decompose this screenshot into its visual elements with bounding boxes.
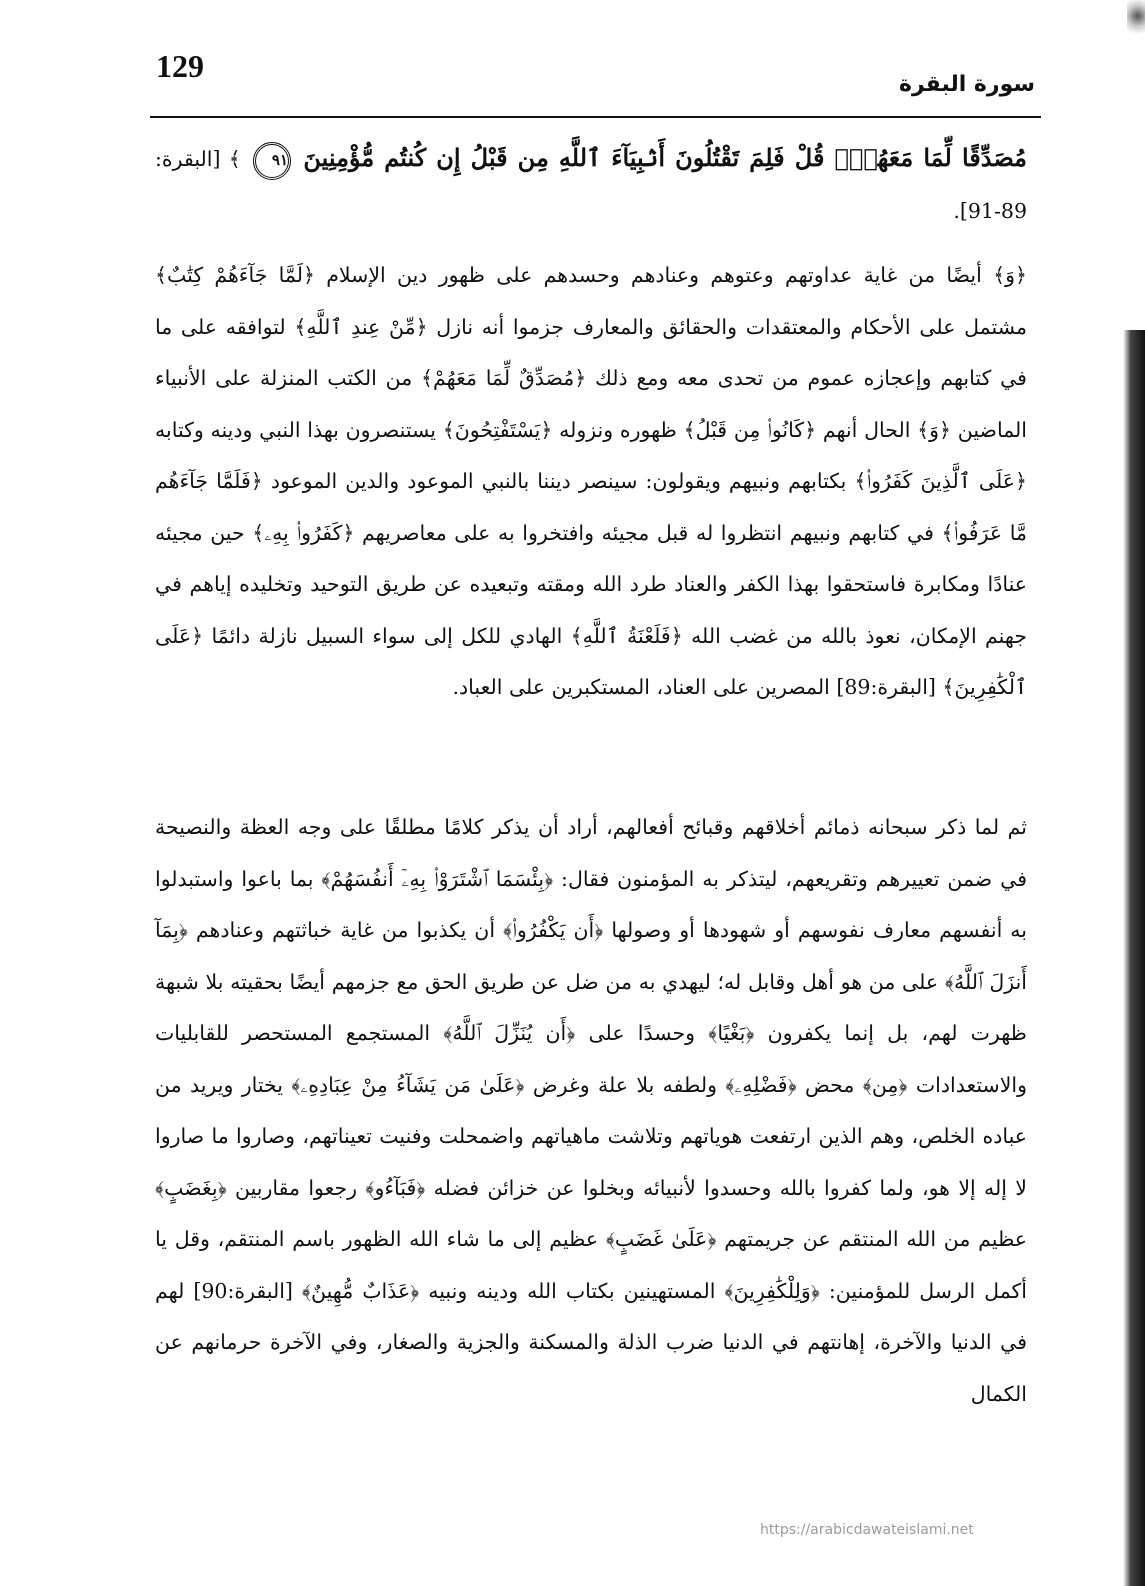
surah-title: سورة البقرة (898, 72, 1035, 97)
scan-edge-top (1127, 0, 1145, 40)
header-divider (150, 116, 1041, 118)
quran-verse-block (155, 132, 1027, 237)
scan-binding-shadow (1123, 330, 1145, 1586)
tafsir-paragraph-1: ﴿وَ﴾ أيضًا من غاية عداوتهم وعتوهم وعنادهم وحسدهم على ظهور دين الإسلام ﴿لَمَّا جَآءَهُمْ كِتَٰبٌ﴾ مشتمل على الأحكام والمعتقدات والحقائق والمعارف جزموا أنه نازل ﴿مِّنْ عِندِ ٱللَّهِ﴾ لتوافقه على ما في كتابهم وإعجازه عموم من تحدى معه ومع ذلك ﴿مُصَدِّقٌ لِّمَا مَعَهُمْ﴾ من الكتب المنزلة على الأنبياء الماضين ﴿وَ﴾ الحال أنهم ﴿كَانُوا۟ مِن قَبْلُ﴾ ظهوره ونزوله ﴿يَسْتَفْتِحُونَ﴾ يستنصرون بهذا النبي ودينه وكتابه ﴿عَلَى ٱلَّذِينَ كَفَرُوا۟﴾ بكتابهم ونبيهم ويقولون: سينصر ديننا بالنبي الموعود والدين الموعود ﴿فَلَمَّا جَآءَهُم مَّا عَرَفُوا۟﴾ في كتابهم ونبيهم انتظروا له قبل مجيئه وافتخروا به على معاصريهم ﴿كَفَرُوا۟ بِهِۦ﴾ حين مجيئه عنادًا ومكابرة فاستحقوا بهذا الكفر والعناد طرد الله ومقته وتبعيده عن طريق التوحيد وتخليده إياهم في جهنم الإمكان، نعوذ بالله من غضب الله ﴿فَلَعْنَةُ ٱللَّهِ﴾ الهادي للكل إلى سواء السبيل نازلة دائمًا ﴿عَلَى ٱلْكَٰفِرِينَ﴾ [البقرة:89] المصرين على العناد، المستكبرين على العباد. (155, 263, 1027, 699)
verse-reference: ﴾ [البقرة: 89-91]. (155, 147, 1027, 223)
verse-text: مُصَدِّقًا لِّمَا مَعَهُمْۗ قُلْ فَلِمَ تَقْتُلُونَ أَنۢبِيَآءَ ٱللَّهِ مِن قَبْلُ إِن كُنتُم مُّؤْمِنِينَ (303, 143, 1027, 172)
tafsir-paragraph-2: ثم لما ذكر سبحانه ذمائم أخلاقهم وقبائح أفعالهم، أراد أن يذكر كلامًا مطلقًا على وجه العظة والنصيحة في ضمن تعييرهم وتقريعهم، ليتذكر به المؤمنون فقال: ﴿بِئْسَمَا ٱشْتَرَوْا۟ بِهِۦٓ أَنفُسَهُمْ﴾ بما باعوا واستبدلوا به أنفسهم معارف نفوسهم أو شهودها أو وصولها ﴿أَن يَكْفُرُوا۟﴾ أن يكذبوا من غاية خباثتهم وعنادهم ﴿بِمَآ أَنزَلَ ٱللَّهُ﴾ على من هو أهل وقابل له؛ ليهدي به من ضل عن طريق الحق مع جزمهم أيضًا بحقيته بلا شبهة ظهرت لهم، بل إنما يكفرون ﴿بَغْيًا﴾ وحسدًا على ﴿أَن يُنَزِّلَ ٱللَّهُ﴾ المستجمع المستحصر للقابليات والاستعدادات ﴿مِن﴾ محض ﴿فَضْلِهِۦ﴾ ولطفه بلا علة وغرض ﴿عَلَىٰ مَن يَشَآءُ مِنْ عِبَادِهِۦ﴾ يختار ويريد من عباده الخلص، وهم الذين ارتفعت هوياتهم وتلاشت ماهياتهم واضمحلت وفنيت تعيناتهم، وصاروا ما صاروا لا إله إلا هو، ولما كفروا بالله وحسدوا لأنبيائه وبخلوا عن خزائن فضله ﴿فَبَآءُو﴾ رجعوا مقاربين ﴿بِغَضَبٍ﴾ عظيم من الله المنتقم عن جريمتهم ﴿عَلَىٰ غَضَبٍ﴾ عظيم إلى ما شاء الله الظهور باسم المنتقم، وقل يا أكمل الرسل للمؤمنين: ﴿وَلِلْكَٰفِرِينَ﴾ المستهينين بكتاب الله ودينه ونبيه ﴿عَذَابٌ مُّهِينٌ﴾ [البقرة:90] لهم في الدنيا والآخرة، إهانتهم في الدنيا ضرب الذلة والمسكنة والجزية والصغار، وفي الآخرة حرمانهم عن الكمال (155, 815, 1027, 1406)
page-number: 129 (156, 48, 204, 84)
ayah-number-marker: ٩١ (253, 142, 291, 180)
watermark-url: https://arabicdawateislami.net (760, 1522, 974, 1538)
